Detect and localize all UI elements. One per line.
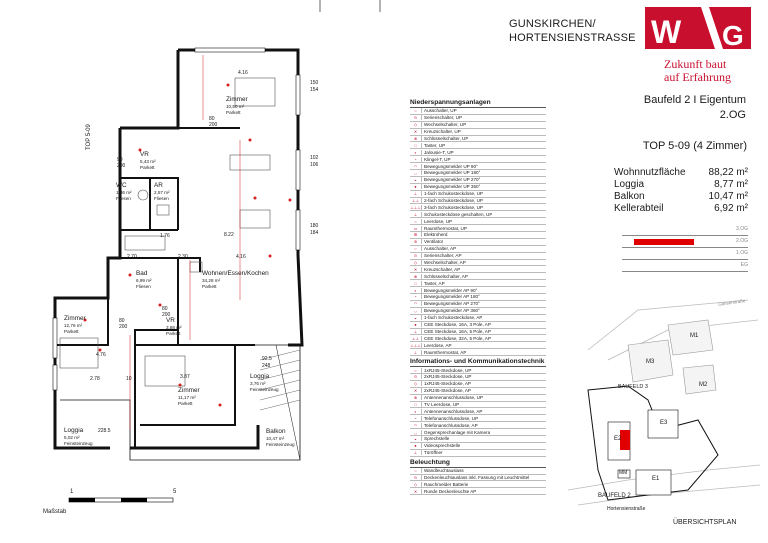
legend-symbol-icon: ⊛ (410, 239, 422, 244)
legend-section-title: Informations- und Kommunikationstechnik (410, 358, 545, 366)
dim-label: 92.5 (262, 356, 272, 362)
floor-indicator (622, 224, 748, 272)
site-label: Hortensienstraße (607, 506, 646, 512)
room-bad: Bad 6,99 m² Fliesen (136, 270, 152, 289)
area-row: Loggia 8,77 m² (614, 179, 748, 190)
legend-symbol-icon: ⊗ (410, 136, 422, 141)
area-table (614, 167, 748, 215)
legend-item-label: CEE Steckdose, 16A, 3 Pole, AP (424, 322, 491, 328)
legend-item-label: Raumthermostat, AP (424, 349, 467, 355)
dim-label: 4.76 (96, 352, 106, 358)
scale-end: 5 (173, 489, 177, 495)
dim-label: 200 (119, 324, 128, 330)
legend-symbol-icon: ◡ (410, 170, 422, 175)
area-row: Wohnnutzfläche 88,22 m² (614, 167, 748, 178)
legend-item (410, 108, 546, 115)
legend-symbol-icon: ⊙ (410, 115, 422, 120)
legend-symbol-icon: ⊙ (410, 253, 422, 258)
legend-item-label: Taster, AP (424, 280, 445, 286)
legend-symbol-icon: ● (410, 322, 422, 327)
site-label: MM (619, 470, 628, 476)
legend-item (410, 177, 546, 184)
legend-symbol-icon: ◐ (410, 288, 422, 293)
room-vr-1: VR 5,43 m² Parkett (140, 151, 156, 170)
site-label: BAUFELD 3 (618, 384, 648, 390)
dim-label: 8.22 (224, 232, 234, 238)
legend-symbol-icon: ⊥⊥⊥ (410, 204, 421, 210)
legend-symbol-icon: ○ (410, 468, 422, 473)
legend-item-label: Telefonanschlussdose, AP (424, 422, 478, 428)
legend-item (410, 329, 546, 336)
legend-item-label: Bewegungsmelder UP 90° (424, 163, 478, 169)
room-wc: WC 1,86 m² Fliesen (116, 182, 132, 201)
legend-symbol-icon: ◠ (410, 301, 422, 306)
legend-symbol-icon: ◒ (410, 436, 422, 441)
legend-item (410, 308, 546, 315)
legend-symbol-icon: ◇ (410, 381, 422, 386)
legend-item (410, 381, 546, 388)
legend-item (410, 198, 546, 205)
legend-item (410, 349, 546, 356)
legend-item-label: Bewegungsmelder AP 360° (424, 308, 480, 314)
dim-label: 80 (162, 306, 168, 312)
legend-item (410, 402, 546, 409)
dim-label: 2.70 (127, 254, 137, 260)
legend-item-label: Kreuzschalter, AP (424, 266, 461, 272)
legend-item-label: Ventilator (424, 239, 444, 245)
legend-item-label: Wandleuchtauslass (424, 468, 464, 474)
legend-item (410, 443, 546, 450)
legend-item (410, 422, 546, 429)
dim-label: 1.76 (160, 233, 170, 239)
dim-label: 150 (310, 80, 319, 86)
legend-item (410, 156, 546, 163)
legend-item-label: Schlüsselschalter, AP (424, 273, 468, 279)
legend-symbol-icon: ◠ (410, 164, 422, 169)
legend-item (410, 115, 546, 122)
legend-item-label: Sprechstelle (424, 436, 450, 442)
site-plan (568, 290, 760, 515)
legend-section-title: Niederspannungsanlagen (410, 98, 546, 108)
legend-item (410, 122, 546, 129)
dim-label: 80 (209, 116, 215, 122)
legend-symbol-icon: □ (410, 143, 422, 148)
legend-item (410, 225, 546, 232)
legend-item-label: Serienschalter, AP (424, 253, 462, 259)
legend (410, 97, 546, 495)
legend-item (410, 335, 546, 342)
legend-item-label: Leerdose, AP (424, 342, 452, 348)
legend-symbol-icon: ◐ (410, 150, 422, 155)
top-tag: TOP 5-09 (86, 124, 92, 150)
legend-symbol-icon: ⊥ (410, 212, 422, 217)
legend-item (410, 142, 546, 149)
legend-item-label: Serienschalter, UP (424, 115, 463, 121)
legend-item-label: Taster, UP (424, 142, 446, 148)
site-plan-title: ÜBERSICHTSPLAN (673, 519, 737, 526)
legend-symbol-icon: ⊥ (410, 191, 422, 196)
legend-item (410, 184, 546, 191)
dim-label: 2.30 (178, 254, 188, 260)
legend-item-label: Schukosteckdose geschalten, UP (424, 211, 493, 217)
dim-label: 184 (310, 230, 319, 236)
legend-symbol-icon: ◔ (410, 416, 422, 421)
scale-start: 1 (70, 489, 74, 495)
legend-item-label: Bewegungsmelder UP 360° (424, 184, 481, 190)
wag-logo (643, 5, 753, 55)
floor-plan (30, 0, 400, 470)
dim-label: 102 (310, 155, 319, 161)
dim-label: 228.5 (98, 428, 111, 434)
legend-item-label: Türöffner (424, 450, 443, 456)
site-label: BAUFELD 2 (598, 493, 631, 499)
legend-item-label: Antennenanschlussdose, UP (424, 395, 483, 401)
legend-item-label: Wechselschalter, UP (424, 122, 467, 128)
project-address: GUNSKIRCHEN/ HORTENSIENSTRASSE (509, 18, 636, 44)
scale-bar (68, 496, 180, 506)
legend-symbol-icon: ◇ (410, 260, 422, 265)
active-floor-bar (634, 239, 694, 245)
site-label: Gänserstraße (717, 298, 746, 307)
legend-item-label: Antennenanschlussdose, AP (424, 408, 483, 414)
legend-item (410, 481, 546, 488)
dim-label: 4.16 (238, 70, 248, 76)
legend-item (410, 191, 546, 198)
floor-row: EG (622, 260, 748, 272)
legend-item-label: 1-fach Schukosteckdose, UP (424, 191, 483, 197)
legend-symbol-icon: ⊥⊥ (410, 336, 422, 341)
legend-symbol-icon: ⊙ (410, 374, 422, 379)
area-row: Kellerabteil 6,92 m² (614, 203, 748, 214)
svg-text:G: G (722, 20, 744, 51)
legend-item-label: Deckenleuchtauslass inkl. Fassung mit Leuchtmittel (424, 474, 530, 480)
dim-label: 180 (310, 223, 319, 229)
legend-symbol-icon: ⊗ (410, 395, 422, 400)
legend-item (410, 218, 546, 225)
legend-item-label: Klingel-T, UP (424, 156, 451, 162)
legend-item (410, 170, 546, 177)
legend-symbol-icon: ◇ (410, 482, 422, 487)
legend-item-label: 1-fach Schukosteckdose, AP (424, 315, 483, 321)
legend-symbol-icon: ✕ (410, 129, 422, 134)
floor-row: 3.OG (622, 224, 748, 236)
room-loggia-west: Loggia 5,02 m² Feinsteinzeug (64, 427, 93, 446)
legend-item-label: Bewegungsmelder UP 180° (424, 170, 481, 176)
room-vr-2: VR 3,88 m² Parkett (166, 317, 182, 336)
area-row: Balkon 10,47 m² (614, 191, 748, 202)
site-label: E2 (614, 436, 622, 442)
legend-item (410, 468, 546, 475)
legend-symbol-icon: ⊥ (410, 350, 422, 355)
legend-item-label: Bewegungsmelder AP 270° (424, 301, 480, 307)
dim-label: 3.87 (180, 374, 190, 380)
legend-item (410, 294, 546, 301)
svg-text:W: W (651, 14, 682, 50)
legend-section-title: Beleuchtung (410, 458, 546, 468)
legend-item (410, 204, 546, 211)
legend-item (410, 436, 546, 443)
legend-symbol-icon: ◐ (410, 409, 422, 414)
legend-item-label: Gegensprechanlage mit Kamera (424, 429, 491, 435)
legend-symbol-icon: ⊙ (410, 475, 422, 480)
scale-label: Maßstab (43, 509, 67, 515)
legend-symbol-icon: □ (410, 281, 422, 286)
legend-symbol-icon: ◇ (410, 122, 422, 127)
dim-label: 200 (117, 163, 126, 169)
legend-item (410, 136, 546, 143)
legend-item-label: TV Leerdose, UP (424, 401, 460, 407)
legend-item (410, 408, 546, 415)
legend-item-label: Bewegungsmelder AP 180° (424, 294, 480, 300)
dim-label: 106 (310, 162, 319, 168)
legend-item-label: Leerdose, UP (424, 218, 453, 224)
site-label: M3 (646, 359, 655, 365)
slogan: Zukunft baut auf Erfahrung (664, 57, 731, 84)
room-ar: AR 2,57 m² Fliesen (154, 182, 170, 201)
legend-symbol-icon: ✕ (410, 388, 422, 393)
site-label: M2 (699, 382, 708, 388)
dim-label: 200 (209, 122, 218, 128)
legend-item (410, 395, 546, 402)
legend-symbol-icon: ◒ (410, 177, 422, 182)
dim-label: 2.78 (90, 376, 100, 382)
legend-item (410, 287, 546, 294)
legend-item-label: Raumthermostat, UP (424, 225, 467, 231)
room-wohnen: Wohnen/Essen/Kochen 34,28 m² Parkett (202, 270, 269, 289)
legend-item (410, 322, 546, 329)
legend-item-label: 3-fach Schukosteckdose, UP (424, 204, 483, 210)
legend-item (410, 246, 546, 253)
legend-item (410, 367, 546, 374)
legend-item (410, 475, 546, 482)
legend-item-label: 2-fach Schukosteckdose, UP (424, 198, 483, 204)
legend-item (410, 388, 546, 395)
legend-item-label: Ausschalter, AP (424, 246, 457, 252)
legend-symbol-icon: ◡ (410, 308, 422, 313)
legend-symbol-icon: ⊥⊥⊥ (410, 342, 421, 348)
dim-label: 200 (162, 312, 171, 318)
site-label: M1 (690, 333, 699, 339)
legend-item (410, 239, 546, 246)
dim-label: 90 (117, 157, 123, 163)
site-label: E3 (660, 420, 668, 426)
unit-top: TOP 5-09 (4 Zimmer) (642, 140, 747, 152)
legend-item-label: 1xRJ45-Steckdose, UP (424, 367, 472, 373)
legend-item-label: Telefonanschlussdose, UP (424, 415, 479, 421)
legend-symbol-icon: ✕ (410, 489, 422, 494)
legend-symbol-icon: ⊗ (410, 274, 422, 279)
legend-symbol-icon: ○ (410, 219, 422, 224)
legend-item-label: Schlüsselschalter, UP (424, 136, 469, 141)
legend-item-label: Kreuzschalter, UP (424, 129, 461, 135)
legend-item-label: Videosprechstelle (424, 443, 461, 449)
legend-item (410, 450, 546, 457)
legend-symbol-icon: ◔ (410, 294, 422, 299)
room-zimmer-north: Zimmer 10,50 m² Parkett (226, 96, 248, 115)
legend-item (410, 253, 546, 260)
legend-item (410, 429, 546, 436)
legend-item-label: 2xRJ45-Steckdose, AP (424, 388, 471, 394)
room-zimmer-west: Zimmer 12,76 m² Parkett (64, 315, 86, 334)
room-balkon: Balkon 10,47 m² Feinsteinzeug (266, 428, 295, 447)
legend-item (410, 260, 546, 267)
legend-item-label: Jalousie-T, UP (424, 149, 454, 155)
legend-item (410, 163, 546, 170)
legend-item (410, 342, 546, 349)
legend-item (410, 232, 546, 239)
legend-item (410, 315, 546, 322)
floor-row-active: 2.OG (622, 236, 748, 248)
legend-item-label: Rauchmelder Batterie (424, 481, 469, 487)
legend-symbol-icon: ◡ (410, 430, 422, 435)
legend-item-label: 1xRJ45-Steckdose, AP (424, 381, 471, 387)
legend-item-label: 2xRJ45-Steckdose, UP (424, 374, 472, 380)
legend-item-label: Bewegungsmelder UP 270° (424, 177, 481, 183)
dim-label: 10 (126, 376, 132, 382)
legend-symbol-icon: ● (410, 184, 422, 189)
legend-item-label: Bewegungsmelder AP 90° (424, 287, 478, 293)
legend-symbol-icon: ⊥⊥ (410, 198, 422, 203)
legend-item (410, 266, 546, 273)
legend-item-label: CEE Steckdose, 32A, 5 Pole, AP (424, 335, 491, 341)
legend-symbol-icon: ● (410, 443, 422, 448)
legend-item (410, 149, 546, 156)
legend-item (410, 415, 546, 422)
dim-label: 154 (310, 87, 319, 93)
floor-row: 1.OG (622, 248, 748, 260)
dim-label: 248 (262, 363, 271, 369)
legend-item (410, 211, 546, 218)
baufeld-info: Baufeld 2 I Eigentum 2.OG (643, 94, 746, 121)
dim-label: 4.16 (236, 254, 246, 260)
legend-symbol-icon: ○ (410, 108, 422, 113)
legend-item (410, 280, 546, 287)
legend-symbol-icon: ✕ (410, 267, 422, 272)
legend-symbol-icon: ◒ (410, 315, 422, 320)
legend-symbol-icon: ▭ (410, 226, 422, 231)
legend-item-label: Elektroherd (424, 232, 448, 238)
legend-item-label: Wechselschalter, AP (424, 260, 466, 266)
site-label: E1 (652, 476, 660, 482)
legend-item (410, 374, 546, 381)
legend-item (410, 129, 546, 136)
legend-symbol-icon: ⊥ (410, 329, 422, 334)
legend-symbol-icon: ○ (410, 368, 422, 373)
legend-item-label: Ausschalter, UP (424, 108, 457, 114)
legend-item-label: CEE Steckdose, 16A, 5 Pole, AP (424, 328, 491, 334)
legend-symbol-icon: ⊥ (410, 450, 422, 455)
legend-symbol-icon: ○ (410, 246, 422, 251)
legend-item (410, 301, 546, 308)
legend-symbol-icon: ◔ (410, 157, 422, 162)
legend-item (410, 273, 546, 280)
room-zimmer-south: Zimmer 11,17 m² Parkett (178, 387, 200, 406)
legend-item-label: Runde Deckenleuchte AP (424, 488, 477, 494)
room-loggia-east: Loggia 3,76 m² Feinsteinzeug (250, 373, 279, 392)
legend-symbol-icon: ◠ (410, 423, 422, 428)
legend-symbol-icon: ⊞ (410, 232, 422, 237)
legend-symbol-icon: □ (410, 402, 422, 407)
dim-label: 80 (119, 318, 125, 324)
legend-item (410, 488, 546, 495)
